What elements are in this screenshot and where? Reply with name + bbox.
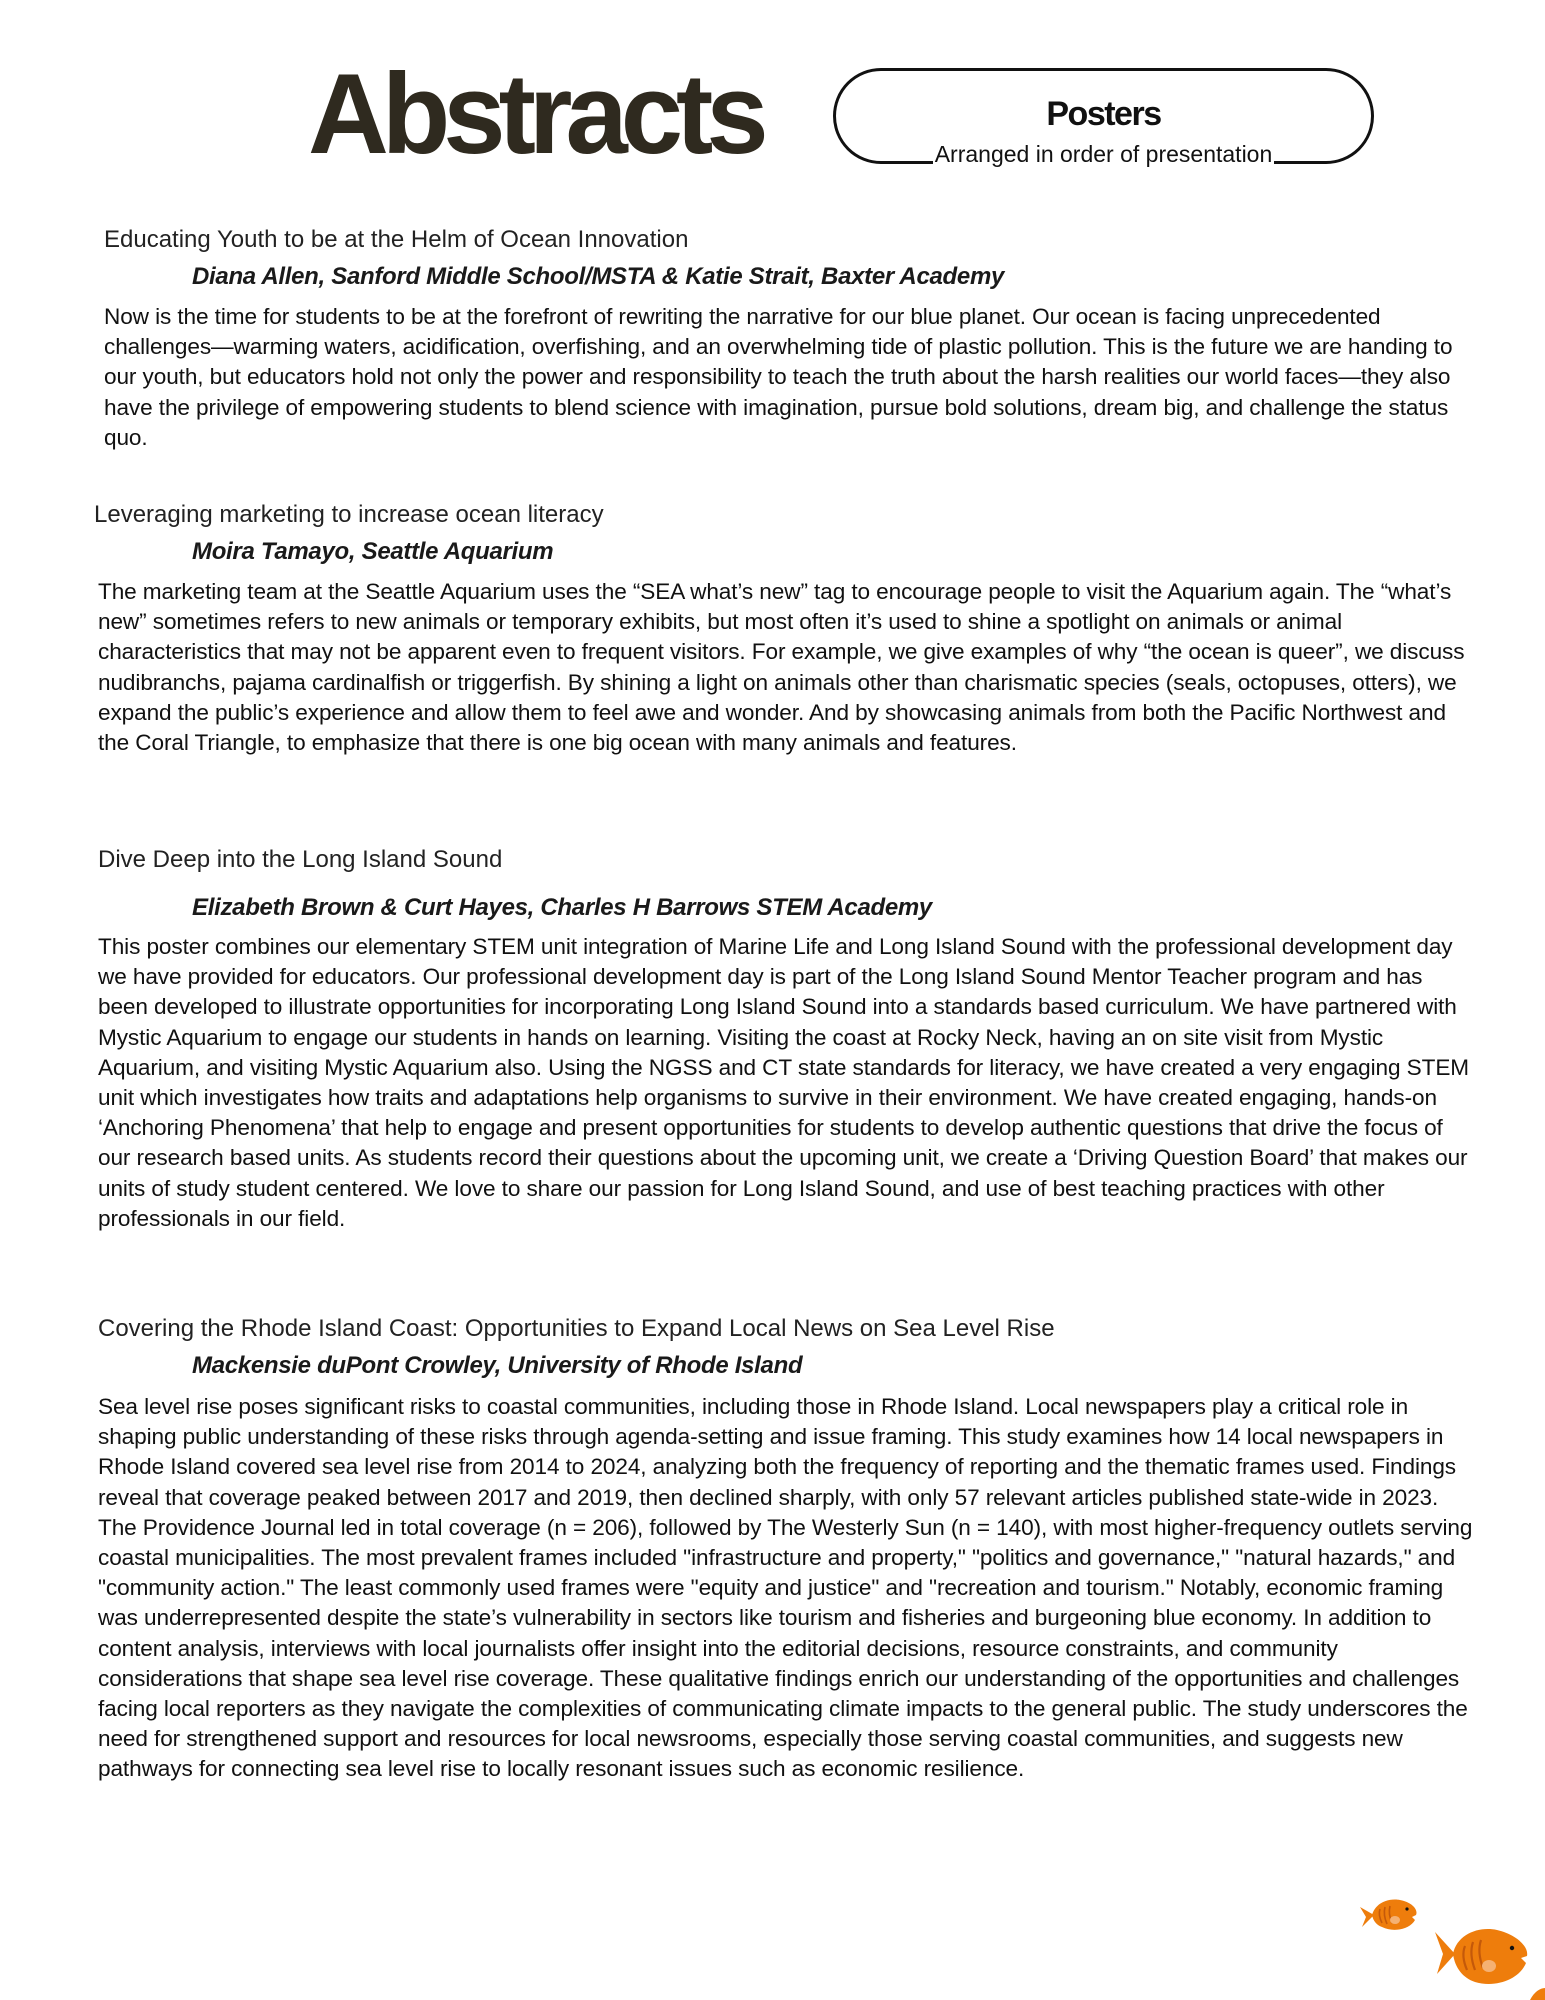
partial-fish-icon <box>1530 1988 1545 2000</box>
section-subtitle <box>836 141 1371 168</box>
abstract-title: Dive Deep into the Long Island Sound <box>98 846 503 873</box>
abstract-authors: Elizabeth Brown & Curt Hayes, Charles H Barrows STEM Academy <box>192 894 932 921</box>
abstract-authors: Moira Tamayo, Seattle Aquarium <box>192 538 554 565</box>
abstract-authors: Mackensie duPont Crowley, University of Rhode Island <box>192 1352 803 1379</box>
page-title: Abstracts <box>308 49 762 178</box>
abstract-title: Leveraging marketing to increase ocean literacy <box>94 501 604 528</box>
abstract-body: This poster combines our elementary STEM unit integration of Marine Life and Long Island Sound with the professional development day we have provided for educators. Our professional development day is part of the Long Island Sound Mentor Teacher program and has been developed to illustrate opportunities for incorporating Long Island Sound into a standards based curriculum. We have partnered with Mystic Aquarium to engage our students in hands on learning. Visiting the coast at Rocky Neck, having an on site visit from Mystic Aquarium, and visiting Mystic Aquarium also. Using the NGSS and CT state standards for literacy, we have created a very engaging STEM unit which investigates how traits and adaptations help organisms to survive in their environment. We have created engaging, hands-on ‘Anchoring Phenomena’ that help to engage and present opportunities for students to develop authentic questions that drive the focus of our research based units. As students record their questions about the upcoming unit, we create a ‘Driving Question Board’ that makes our units of study student centered. We love to share our passion for Long Island Sound, and use of best teaching practices with other professionals in our field. <box>98 934 1470 1231</box>
section-label: Posters <box>1046 95 1161 133</box>
large-fish-icon <box>1433 1922 1533 2000</box>
small-fish-icon <box>1358 1893 1420 1937</box>
abstract-title: Covering the Rhode Island Coast: Opportunities to Expand Local News on Sea Level Rise <box>98 1315 1055 1342</box>
section-subtitle-text: Arranged in order of presentation <box>934 141 1273 167</box>
abstract-authors: Diana Allen, Sanford Middle School/MSTA & Katie Strait, Baxter Academy <box>192 263 1005 290</box>
abstract-body: Sea level rise poses significant risks to coastal communities, including those in Rhode Island. Local newspapers play a critical role in shaping public understanding of these risks through agenda-setting and issue framing. This study examines how 14 local newspapers in Rhode Island covered sea level rise from 2014 to 2024, analyzing both the frequency of reporting and the thematic frames used. Findings reveal that coverage peaked between 2017 and 2019, then declined sharply, with only 57 relevant articles published state-wide in 2023. The Providence Journal led in total coverage (n = 206), followed by The Westerly Sun (n = 140), with most higher-frequency outlets serving coastal municipalities. The most prevalent frames included "infrastructure and property," "politics and governance," "natural hazards," and "community action." The least commonly used frames were "equity and justice" and "recreation and tourism." Notably, economic framing was underrepresented despite the state’s vulnerability in sectors like tourism and fisheries and burgeoning blue economy. In addition to content analysis, interviews with local journalists offer insight into the editorial decisions, resource constraints, and community considerations that shape sea level rise coverage. These qualitative findings enrich our understanding of the opportunities and challenges facing local reporters as they navigate the complexities of communicating climate impacts to the general public. The study underscores the need for strengthened support and resources for local newsrooms, especially those serving coastal communities, and suggests new pathways for connecting sea level rise to locally resonant issues such as economic resilience. <box>98 1394 1473 1782</box>
section-badge <box>833 68 1374 167</box>
abstract-title: Educating Youth to be at the Helm of Ocean Innovation <box>104 226 689 253</box>
abstract-body: The marketing team at the Seattle Aquarium uses the “SEA what’s new” tag to encourage people to visit the Aquarium again. The “what’s new” sometimes refers to new animals or temporary exhibits, but most often it’s used to shine a spotlight on animals or animal characteristics that may not be apparent even to frequent visitors. For example, we give examples of why “the ocean is queer”, we discuss nudibranchs, pajama cardinalfish or triggerfish. By shining a light on animals other than charismatic species (seals, octopuses, otters), we expand the public’s experience and allow them to feel awe and wonder. And by showcasing animals from both the Pacific Northwest and the Coral Triangle, to emphasize that there is one big ocean with many animals and features. <box>98 579 1465 756</box>
abstract-body: Now is the time for students to be at the forefront of rewriting the narrative for our blue planet. Our ocean is facing unprecedented challenges—warming waters, acidification, overfishing, and an overwhelming tide of plastic pollution. This is the future we are handing to our youth, but educators hold not only the power and responsibility to teach the truth about the harsh realities our world faces—they also have the privilege of empowering students to blend science with imagination, pursue bold solutions, dream big, and challenge the status quo. <box>104 304 1453 450</box>
